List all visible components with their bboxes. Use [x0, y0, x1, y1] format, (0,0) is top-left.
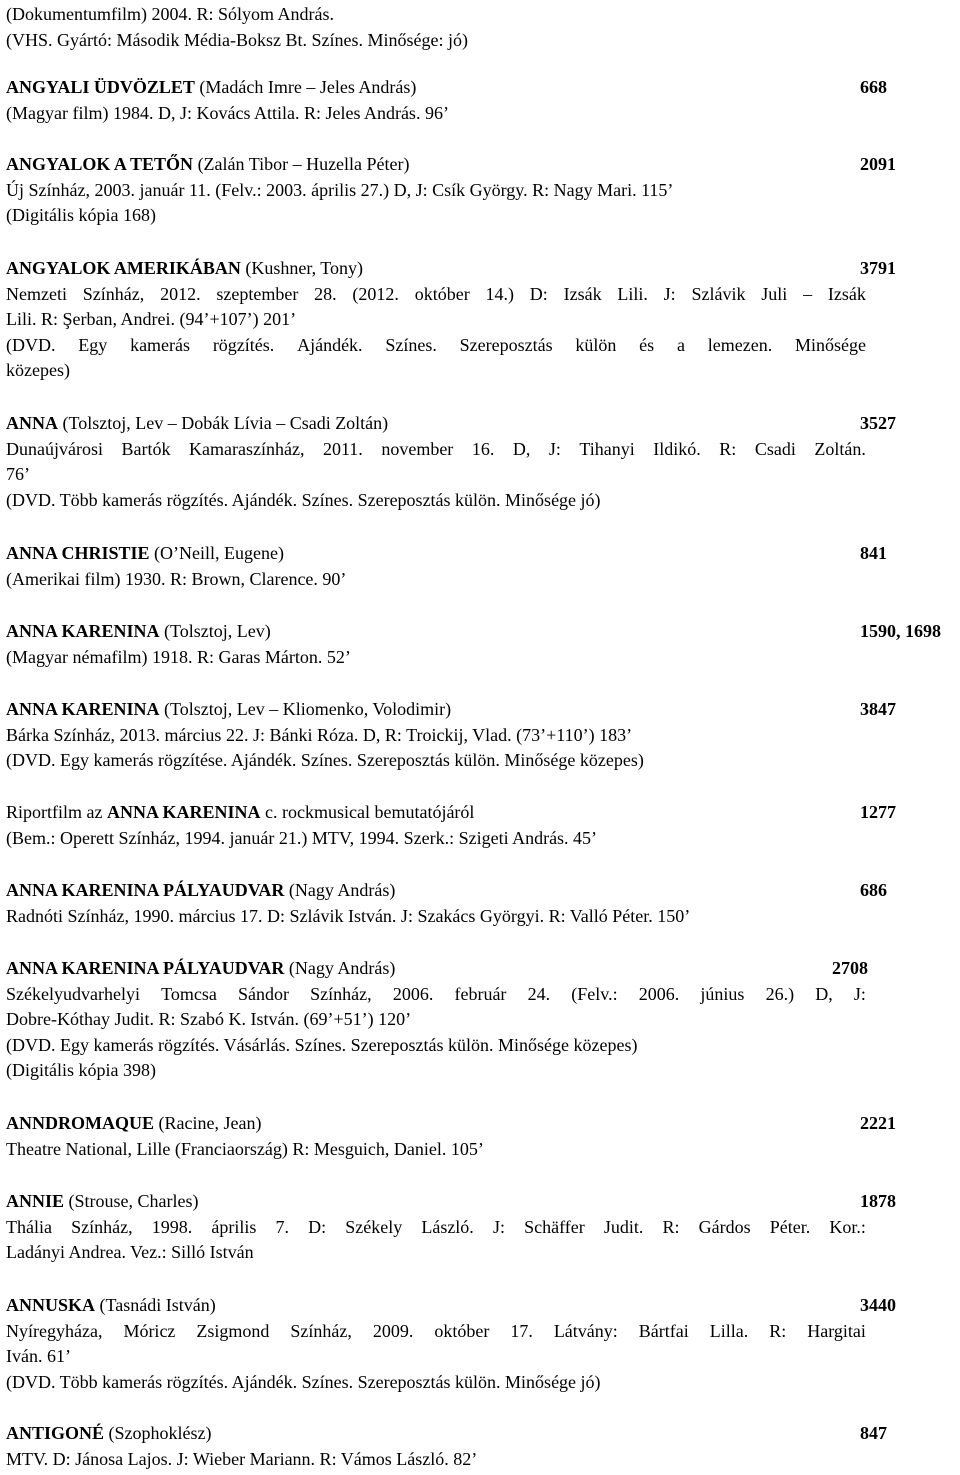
entry-detail-line: Radnóti Színház, 1990. március 17. D: Szlávik István. J: Szakács Györgyi. R: Valló Péter. 150’ [6, 905, 691, 926]
entry-author: (Kushner, Tony) [240, 258, 364, 278]
entry-detail-line: Iván. 61’ [6, 1346, 71, 1366]
entry-title: ANNA CHRISTIE [6, 543, 150, 563]
entry-author: (Tolsztoj, Lev – Dobák Lívia – Csadi Zoltán) [58, 413, 389, 433]
entry-detail-line: (DVD. Több kamerás rögzítés. Ajándék. Színes. Szereposztás külön. Minősége jó) [6, 1371, 601, 1392]
entry-heading [6, 956, 906, 982]
entry-detail-line: (Bem.: Operett Színház, 1994. január 21.) MTV, 1994. Szerk.: Szigeti András. 45’ [6, 827, 598, 848]
entry-author: c. rockmusical bemutatójáról [260, 802, 475, 822]
entry-title: ANGYALOK A TETŐN [6, 154, 194, 174]
entry-detail-line: 76’ [6, 464, 30, 484]
entry-heading [6, 1421, 906, 1447]
entry-number: 847 [860, 1423, 887, 1443]
entry-author: (Madách Imre – Jeles András) [194, 77, 417, 97]
entry-title: ANGYALI ÜDVÖZLET [6, 77, 195, 97]
entry-detail-line: Nemzeti Színház, 2012. szeptember 28. (2012. október 14.) D: Izsák Lili. J: Szlávik Juli – Izsák [6, 283, 866, 304]
entry-detail-line: közepes) [6, 360, 70, 380]
entry-heading [6, 541, 906, 567]
entry-detail-line: MTV. D: Jánosa Lajos. J: Wieber Mariann. R: Vámos László. 82’ [6, 1448, 478, 1469]
catalog-entry [6, 956, 906, 1084]
entry-heading [6, 152, 906, 178]
catalog-entry [6, 1189, 906, 1266]
entry-author: (Tolsztoj, Lev) [159, 621, 271, 641]
entry-number: 3527 [860, 413, 896, 433]
entry-number: 841 [860, 543, 887, 563]
entry-number: 1277 [860, 802, 896, 822]
entry-detail-line: (DVD. Egy kamerás rögzítés. Vásárlás. Színes. Szereposztás külön. Minősége közepes) [6, 1034, 638, 1055]
catalog-entry [6, 1293, 906, 1395]
entry-title: ANNA [6, 413, 58, 433]
entry-author: (Tolsztoj, Lev – Kliomenko, Volodimir) [159, 699, 452, 719]
entry-detail-line: Dobre-Kóthay Judit. R: Szabó K. István. (69’+51’) 120’ [6, 1009, 412, 1029]
entry-detail-line: Lili. R: Şerban, Andrei. (94’+107’) 201’ [6, 309, 297, 329]
catalog-entry [6, 878, 906, 929]
entry-detail-line: (DVD. Egy kamerás rögzítése. Ajándék. Színes. Szereposztás külön. Minősége közepes) [6, 750, 644, 770]
catalog-entry [6, 1421, 906, 1472]
entry-title: ANNA KARENINA [106, 802, 261, 822]
entry-detail-line: Székelyudvarhelyi Tomcsa Sándor Színház, 2006. február 24. (Felv.: 2006. június 26.) D, J: [6, 983, 866, 1004]
entry-number: 2708 [832, 958, 868, 978]
entry-number: 2221 [860, 1113, 896, 1133]
entry-author: (Nagy András) [284, 958, 396, 978]
entry-title: ANNA KARENINA PÁLYAUDVAR [6, 880, 285, 900]
entry-detail-line: Theatre National, Lille (Franciaország) R: Mesguich, Daniel. 105’ [6, 1138, 484, 1159]
entry-number: 1878 [860, 1191, 896, 1211]
entry-author: (Szophoklész) [104, 1423, 212, 1443]
entry-heading [6, 619, 941, 645]
catalog-entry [6, 697, 906, 774]
entry-detail-line: Ladányi Andrea. Vez.: Silló István [6, 1242, 254, 1262]
entry-detail-line: Új Színház, 2003. január 11. (Felv.: 2003. április 27.) D, J: Csík György. R: Nagy Mari. 115’ [6, 179, 674, 200]
entry-number: 1590, 1698 [860, 621, 941, 641]
entry-author: (Tasnádi István) [95, 1295, 216, 1315]
entry-author: (Nagy András) [284, 880, 396, 900]
entry-detail-line: Dunaújvárosi Bartók Kamaraszínház, 2011. november 16. D, J: Tihanyi Ildikó. R: Csadi Zoltán. [6, 438, 866, 459]
entry-title: ANNIE [6, 1191, 65, 1211]
entry-number: 3791 [860, 258, 896, 278]
catalog-entry [6, 75, 906, 126]
entry-heading [6, 800, 906, 826]
catalog-entry [6, 541, 906, 592]
entry-title: ANNUSKA [6, 1295, 96, 1315]
entry-number: 2091 [860, 154, 896, 174]
entry-heading [6, 256, 906, 282]
intro-line: (VHS. Gyártó: Második Média-Boksz Bt. Színes. Minősége: jó) [6, 29, 468, 50]
entry-title: ANTIGONÉ [6, 1423, 105, 1443]
entry-title: ANNDROMAQUE [6, 1113, 154, 1133]
entry-heading [6, 878, 906, 904]
intro-block [6, 2, 906, 53]
entry-number: 3440 [860, 1295, 896, 1315]
entry-detail-line: (Magyar film) 1984. D, J: Kovács Attila. R: Jeles András. 96’ [6, 102, 449, 123]
entry-detail-line: (DVD. Több kamerás rögzítés. Ajándék. Színes. Szereposztás külön. Minősége jó) [6, 489, 601, 510]
entry-detail-line: (DVD. Egy kamerás rögzítés. Ajándék. Színes. Szereposztás külön és a lemezen. Minősége [6, 334, 866, 355]
entry-detail-line: (Amerikai film) 1930. R: Brown, Clarence. 90’ [6, 568, 347, 589]
entry-number: 3847 [860, 699, 896, 719]
catalog-entry [6, 411, 906, 513]
entry-detail-line: Bárka Színház, 2013. március 22. J: Bánki Róza. D, R: Troickij, Vlad. (73’+110’) 183’ [6, 724, 633, 745]
entry-detail-line: Thália Színház, 1998. április 7. D: Székely László. J: Schäffer Judit. R: Gárdos Péter. Kor.: [6, 1216, 866, 1237]
entry-heading [6, 1293, 906, 1319]
catalog-entry [6, 619, 941, 670]
entry-detail-line: Nyíregyháza, Móricz Zsigmond Színház, 2009. október 17. Látvány: Bártfai Lilla. R: Hargitai [6, 1320, 866, 1341]
entry-title: ANGYALOK AMERIKÁBAN [6, 258, 241, 278]
entry-detail-line: (Digitális kópia 168) [6, 205, 156, 225]
entry-author: (Zalán Tibor – Huzella Péter) [193, 154, 410, 174]
catalog-entry [6, 1111, 906, 1162]
catalog-entry [6, 152, 906, 229]
entry-heading [6, 75, 906, 101]
entry-heading [6, 697, 906, 723]
entry-detail-line: (Digitális kópia 398) [6, 1060, 156, 1080]
entry-author: (O’Neill, Eugene) [149, 543, 284, 563]
catalog-entry [6, 256, 906, 384]
entry-number: 686 [860, 880, 887, 900]
catalog-entry [6, 800, 906, 851]
entry-prefix: Riportfilm az [6, 802, 107, 822]
entry-heading [6, 1189, 906, 1215]
entry-author: (Strouse, Charles) [64, 1191, 199, 1211]
entry-heading [6, 411, 906, 437]
intro-line: (Dokumentumfilm) 2004. R: Sólyom András. [6, 4, 334, 24]
entry-title: ANNA KARENINA PÁLYAUDVAR [6, 958, 285, 978]
entry-title: ANNA KARENINA [6, 699, 160, 719]
entry-heading [6, 1111, 906, 1137]
entry-title: ANNA KARENINA [6, 621, 160, 641]
entry-number: 668 [860, 77, 887, 97]
entry-detail-line: (Magyar némafilm) 1918. R: Garas Márton. 52’ [6, 646, 351, 667]
entry-author: (Racine, Jean) [154, 1113, 262, 1133]
